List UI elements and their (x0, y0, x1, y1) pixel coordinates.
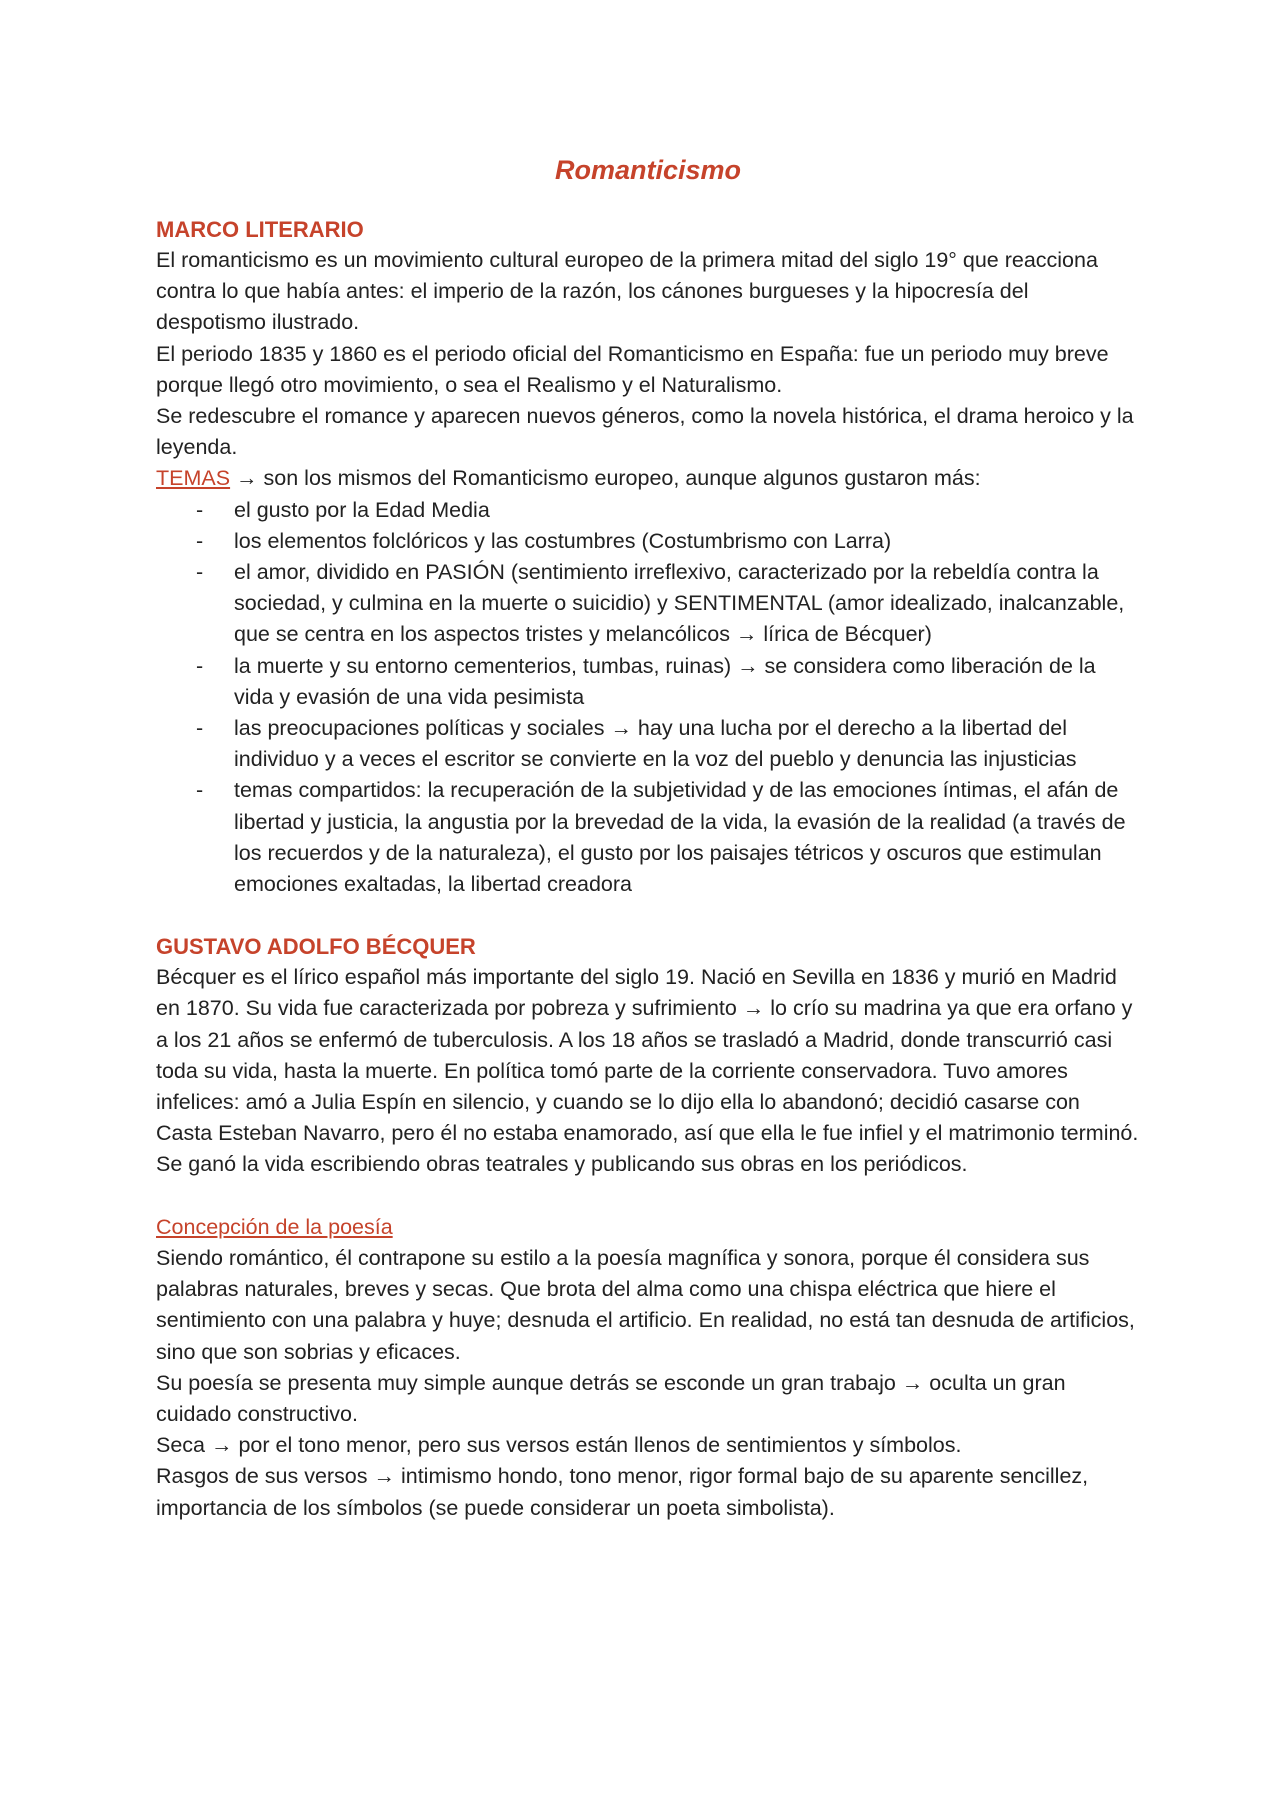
paragraph: El periodo 1835 y 1860 es el periodo oficial del Romanticismo en España: fue un periodo muy breve porque llegó otro movimiento, o sea el Realismo y el Naturalismo. (156, 341, 1109, 397)
list-item (156, 495, 1140, 526)
list-item (156, 713, 1140, 775)
list-bullet: - (196, 716, 204, 741)
section-heading-marco: MARCO LITERARIO (156, 217, 364, 242)
list-item (156, 526, 1140, 557)
list-item-text: los elementos folclóricos y las costumbres (Costumbrismo con Larra) (234, 528, 892, 553)
spacer (156, 1181, 1140, 1212)
temas-line (156, 463, 1140, 494)
temas-label: TEMAS (156, 466, 231, 491)
paragraph: El romanticismo es un movimiento cultural europeo de la primera mitad del siglo 19° que reacciona contra lo que había antes: el imperio de la razón, los cánones burgueses y la hipocresía del despotismo ilustrado. (156, 248, 1098, 335)
paragraph: Su poesía se presenta muy simple aunque detrás se esconde un gran trabajo → oculta un gran cuidado constructivo. (156, 1370, 1066, 1426)
list-bullet: - (196, 560, 204, 585)
subsection-heading-concepcion: Concepción de la poesía (156, 1214, 393, 1239)
page-title: Romanticismo (554, 155, 742, 185)
paragraph: Siendo romántico, él contrapone su estilo a la poesía magnífica y sonora, porque él considera sus palabras naturales, breves y secas. Que brota del alma como una chispa eléctrica que hiere el sentimiento con una palabra y huye; desnuda el artificio. En realidad, no está tan desnuda de artificios, sino que son sobrias y eficaces. (156, 1245, 1135, 1364)
list-item-text: la muerte y su entorno cementerios, tumbas, ruinas) → se considera como liberación de la vida y evasión de una vida pesimista (234, 653, 1096, 709)
list-item-text: temas compartidos: la recuperación de la subjetividad y de las emociones íntimas, el afán de libertad y justicia, la angustia por la brevedad de la vida, la evasión de la realidad (a través de los recuerdos y de la naturaleza), el gusto por los paisajes tétricos y oscuros que estimulan emociones exaltadas, la libertad creadora (234, 778, 1126, 897)
paragraph: Seca → por el tono menor, pero sus versos están llenos de sentimientos y símbolos. (156, 1433, 962, 1458)
paragraph-bio: Bécquer es el lírico español más importante del siglo 19. Nació en Sevilla en 1836 y murió en Madrid en 1870. Su vida fue caracterizada por pobreza y sufrimiento → lo crío su madrina ya que era orfano y a los 21 años se enfermó de tuberculosis. A los 18 años se trasladó a Madrid, donde transcurrió casi toda su vida, hasta la muerte. En política tomó parte de la corriente conservadora. Tuvo amores infelices: amó a Julia Espín en silencio, y cuando se lo dijo ella lo abandonó; decidió casarse con Casta Esteban Navarro, pero él no estaba enamorado, así que ella le fue infiel y el matrimonio terminó. Se ganó la vida escribiendo obras teatrales y publicando sus obras en los periódicos. (156, 965, 1139, 1177)
list-item (156, 557, 1140, 651)
paragraph: Rasgos de sus versos → intimismo hondo, tono menor, rigor formal bajo de su aparente sencillez, importancia de los símbolos (se puede considerar un poeta simbolista). (156, 1464, 1089, 1520)
list-item-text: el amor, dividido en PASIÓN (sentimiento irreflexivo, caracterizado por la rebeldía contra la sociedad, y culmina en la muerte o suicidio) y SENTIMENTAL (amor idealizado, inalcanzable, que se centra en los aspectos tristes y melancólicos → lírica de Bécquer) (234, 560, 1125, 647)
document-page (156, 150, 1140, 1524)
list-item-text: el gusto por la Edad Media (234, 497, 490, 522)
list-bullet: - (196, 653, 204, 678)
list-bullet: - (196, 778, 204, 803)
spacer (156, 900, 1140, 931)
temas-intro: → son los mismos del Romanticismo europeo, aunque algunos gustaron más: (230, 466, 981, 491)
list-item-text: las preocupaciones políticas y sociales → hay una lucha por el derecho a la libertad del individuo y a veces el escritor se convierte en la voz del pueblo y denuncia las injusticias (234, 716, 1077, 772)
list-bullet: - (196, 497, 204, 522)
paragraph: Se redescubre el romance y aparecen nuevos géneros, como la novela histórica, el drama heroico y la leyenda. (156, 404, 1134, 460)
list-item (156, 651, 1140, 713)
section-heading-becquer: GUSTAVO ADOLFO BÉCQUER (156, 934, 476, 960)
themes-list (156, 495, 1140, 901)
list-bullet: - (196, 528, 204, 553)
list-item (156, 775, 1140, 900)
